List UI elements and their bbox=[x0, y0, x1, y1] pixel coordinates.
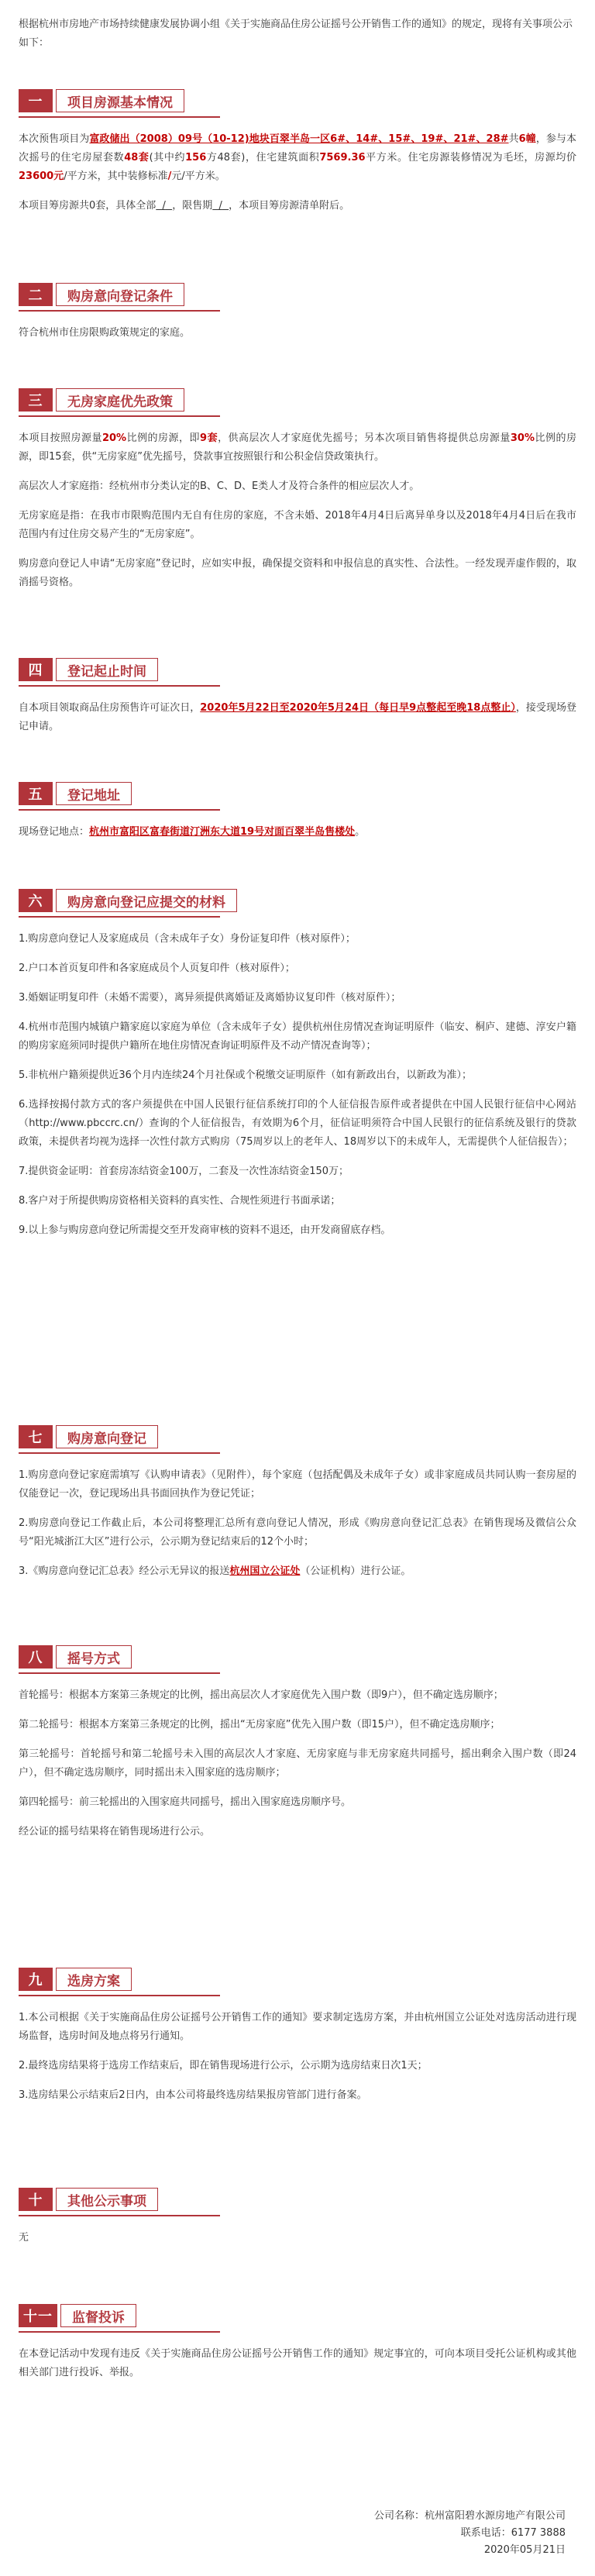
lottery-result-note: 经公证的摇号结果将在销售现场进行公示。 bbox=[19, 1826, 211, 1837]
material-item: 9.以上参与购房意向登记所需提交至开发商审核的资料不退还，由开发商留底存档。 bbox=[19, 1224, 391, 1236]
section-9-heading bbox=[19, 1965, 576, 1993]
section-number: 二 bbox=[19, 283, 53, 306]
section-9 bbox=[19, 1965, 576, 2116]
intro-text: 根据杭州市房地产市场持续健康发展协调小组《关于实施商品住房公证摇号公开销售工作的通知》的规定，现将有关事项公示如下： bbox=[19, 19, 573, 49]
section-title: 其他公示事项 bbox=[56, 2188, 158, 2211]
publish-date: 2020年05月21日 bbox=[483, 2544, 566, 2556]
section-number: 十一 bbox=[19, 2304, 57, 2327]
section-6-heading bbox=[19, 887, 576, 914]
heading-underline bbox=[19, 2331, 220, 2333]
section-2 bbox=[19, 281, 576, 353]
company-name: 公司名称：杭州富阳碧水源房地产有限公司 bbox=[373, 2510, 566, 2522]
section-title: 购房意向登记 bbox=[56, 1425, 158, 1448]
section-6 bbox=[19, 887, 576, 1251]
lottery-round-1: 首轮摇号：根据本方案第三条规定的比例，摇出高层次人才家庭优先入围户数（即9户），但不确定选房顺序； bbox=[19, 1689, 504, 1701]
section-11 bbox=[19, 2302, 576, 2393]
contact-phone: 联系电话：6177 3888 bbox=[460, 2527, 566, 2539]
section-title: 登记地址 bbox=[56, 782, 132, 805]
section-11-heading bbox=[19, 2302, 576, 2330]
heading-underline bbox=[19, 1672, 220, 1674]
section-number: 六 bbox=[19, 889, 53, 912]
section-5-heading bbox=[19, 780, 576, 808]
material-item: 4.杭州市范围内城镇户籍家庭以家庭为单位（含未成年子女）提供杭州住房情况查询证明原件（临安、桐庐、建德、淳安户籍的购房家庭须同时提供户籍所在地住房情况查询证明原件及不动产情况查询等）； bbox=[19, 1021, 576, 1052]
heading-underline bbox=[19, 2215, 220, 2216]
section-5 bbox=[19, 780, 576, 852]
material-item: 7.提供资金证明：首套房冻结资金100万，二套及一次性冻结资金150万； bbox=[19, 1166, 349, 1177]
section-1-heading bbox=[19, 87, 576, 115]
section-title: 购房意向登记条件 bbox=[56, 283, 184, 306]
heading-underline bbox=[19, 916, 220, 918]
project-name: 富政储出（2008）09号（10-12)地块百翠半岛一区6#、14#、15#、19#、21#、28# bbox=[89, 133, 509, 145]
project-info-paragraph: 本次预售项目为富政储出（2008）09号（10-12)地块百翠半岛一区6#、14#、15#、19#、21#、28#共6幢，参与本次摇号的住宅房屋套数48套(其中约156方48套)，住宅建筑面积7569.36平方米。住宅房源装修情况为毛坯，房源均价23600元/平方米，其中装修标准/元/平方米。 bbox=[19, 133, 576, 182]
section-number: 一 bbox=[19, 89, 53, 112]
section-7-heading bbox=[19, 1423, 576, 1451]
talent-definition-paragraph: 高层次人才家庭指：经杭州市分类认定的B、C、D、E类人才及符合条件的相应层次人才。 bbox=[19, 480, 420, 492]
section-4-heading bbox=[19, 656, 576, 684]
heading-underline bbox=[19, 310, 220, 312]
material-item: 5.非杭州户籍须提供近36个月内连续24个月社保或个税缴交证明原件（如有新政出台，以新政为准）； bbox=[19, 1069, 472, 1081]
heading-underline bbox=[19, 116, 220, 118]
material-item: 2.户口本首页复印件和各家庭成员个人页复印件（核对原件）； bbox=[19, 963, 295, 974]
material-item: 8.客户对于所提供购房资格相关资料的真实性、合规性须进行书面承诺； bbox=[19, 1195, 341, 1207]
registration-step-1: 1.购房意向登记家庭需填写《认购申请表》（见附件），每个家庭（包括配偶及未成年子女）或非家庭成员共同认购一套房屋的仅能登记一次，登记现场出具书面回执作为登记凭证； bbox=[19, 1469, 576, 1500]
lottery-round-4: 第四轮摇号：前三轮摇出的入围家庭共同摇号，摇出入围家庭选房顺序号。 bbox=[19, 1796, 352, 1808]
other-matters-text: 无 bbox=[19, 2232, 29, 2244]
section-title: 监督投诉 bbox=[60, 2304, 136, 2327]
selection-step-1: 1.本公司根据《关于实施商品住房公证摇号公开销售工作的通知》要求制定选房方案，并由杭州国立公证处对选房活动进行现场监督，选房时间及地点将另行通知。 bbox=[19, 2012, 576, 2042]
reserved-units-paragraph: 本项目筹房源共0套，具体全部 / ，限售期 / ，本项目筹房源清单附后。 bbox=[19, 200, 350, 212]
section-10 bbox=[19, 2185, 576, 2258]
priority-ratio-paragraph: 本项目按照房源量20%比例的房源，即9套，供高层次人才家庭优先摇号；另本次项目销售将提供总房源量30%比例的房源，即15套，供“无房家庭”优先摇号，贷款事宜按照银行和公积金信贷政策执行。 bbox=[19, 432, 576, 463]
no-house-definition-paragraph: 无房家庭是指：在我市市限购范围内无自有住房的家庭，不含未婚、2018年4月4日后离异单身以及2018年4月4日后在我市范围内有过住房交易产生的“无房家庭”。 bbox=[19, 510, 576, 540]
section-title: 购房意向登记应提交的材料 bbox=[56, 889, 237, 912]
registration-address-paragraph: 现场登记地点：杭州市富阳区富春街道汀洲东大道19号对面百翠半岛售楼处。 bbox=[19, 826, 366, 838]
section-title: 无房家庭优先政策 bbox=[56, 388, 184, 412]
registration-address: 杭州市富阳区富春街道汀洲东大道19号对面百翠半岛售楼处 bbox=[89, 826, 356, 838]
section-1 bbox=[19, 87, 576, 226]
section-10-heading bbox=[19, 2185, 576, 2213]
material-item: 3.婚姻证明复印件（未婚不需要），离异须提供离婚证及离婚协议复印件（核对原件）； bbox=[19, 992, 401, 1004]
section-title: 项目房源基本情况 bbox=[56, 89, 184, 112]
section-title: 登记起止时间 bbox=[56, 658, 158, 681]
heading-underline bbox=[19, 1995, 220, 1996]
lottery-round-2: 第二轮摇号：根据本方案第三条规定的比例，摇出“无房家庭”优先入围户数（即15户），但不确定选房顺序； bbox=[19, 1719, 500, 1731]
section-number: 九 bbox=[19, 1968, 53, 1991]
section-number: 三 bbox=[19, 388, 53, 412]
section-number: 五 bbox=[19, 782, 53, 805]
heading-underline bbox=[19, 809, 220, 811]
section-3 bbox=[19, 386, 576, 603]
section-4 bbox=[19, 656, 576, 747]
signature-block bbox=[374, 2508, 566, 2559]
declaration-paragraph: 购房意向登记人申请“无房家庭”登记时，应如实申报，确保提交资料和申报信息的真实性、合法性。一经发现弄虚作假的，取消摇号资格。 bbox=[19, 558, 576, 588]
heading-underline bbox=[19, 685, 220, 687]
section-7 bbox=[19, 1423, 576, 1592]
complaint-paragraph: 在本登记活动中发现有违反《关于实施商品住房公证摇号公开销售工作的通知》规定事宜的，可向本项目受托公证机构或其他相关部门进行投诉、举报。 bbox=[19, 2348, 576, 2378]
section-number: 十 bbox=[19, 2188, 53, 2211]
registration-period-paragraph: 自本项目领取商品住房预售许可证次日，2020年5月22日至2020年5月24日（每日早9点整起至晚18点整止），接受现场登记申请。 bbox=[19, 702, 576, 732]
section-number: 四 bbox=[19, 658, 53, 681]
section-title: 摇号方式 bbox=[56, 1645, 132, 1669]
section-title: 选房方案 bbox=[56, 1968, 132, 1991]
lottery-round-3: 第三轮摇号：首轮摇号和第二轮摇号未入围的高层次人才家庭、无房家庭与非无房家庭共同摇号，摇出剩余入围户数（即24户），但不确定选房顺序，同时摇出未入围家庭的选房顺序； bbox=[19, 1748, 576, 1779]
material-item: 6.选择按揭付款方式的客户须提供在中国人民银行征信系统打印的个人征信报告原件或者提供在中国人民银行征信中心网站（http://www.pbccrc.cn/）查询的个人征信报告，有效期为6个月，征信证明须符合中国人民银行的征信系统及银行的贷款政策，未提供者均视为选择一次性付款方式购房（75周岁以上的老年人、18周岁以下的未成年人，无需提供个人征信报告）； bbox=[19, 1099, 576, 1148]
registration-step-3: 3.《购房意向登记汇总表》经公示无异议的报送杭州国立公证处（公证机构）进行公证。 bbox=[19, 1565, 411, 1577]
section-number: 八 bbox=[19, 1645, 53, 1669]
material-item: 1.购房意向登记人及家庭成员（含未成年子女）身份证复印件（核对原件）； bbox=[19, 933, 356, 945]
section-3-heading bbox=[19, 386, 576, 414]
average-price: 23600元 bbox=[19, 170, 64, 182]
eligibility-paragraph: 符合杭州市住房限购政策规定的家庭。 bbox=[19, 327, 191, 339]
section-number: 七 bbox=[19, 1425, 53, 1448]
section-8-heading bbox=[19, 1643, 576, 1671]
notary-office: 杭州国立公证处 bbox=[229, 1565, 301, 1577]
section-2-heading bbox=[19, 281, 576, 308]
section-8 bbox=[19, 1643, 576, 1852]
heading-underline bbox=[19, 415, 220, 417]
selection-step-2: 2.最终选房结果将于选房工作结束后，即在销售现场进行公示，公示期为选房结束日次1天； bbox=[19, 2060, 428, 2071]
registration-step-2: 2.购房意向登记工作截止后，本公司将整理汇总所有意向登记人情况，形成《购房意向登记汇总表》在销售现场及微信公众号“阳光城浙江大区”进行公示，公示期为登记结束后的12个小时； bbox=[19, 1517, 576, 1548]
heading-underline bbox=[19, 1452, 220, 1454]
selection-step-3: 3.选房结果公示结束后2日内，由本公司将最终选房结果报房管部门进行备案。 bbox=[19, 2089, 367, 2101]
registration-dates: 2020年5月22日至2020年5月24日（每日早9点整起至晚18点整止） bbox=[200, 702, 516, 714]
